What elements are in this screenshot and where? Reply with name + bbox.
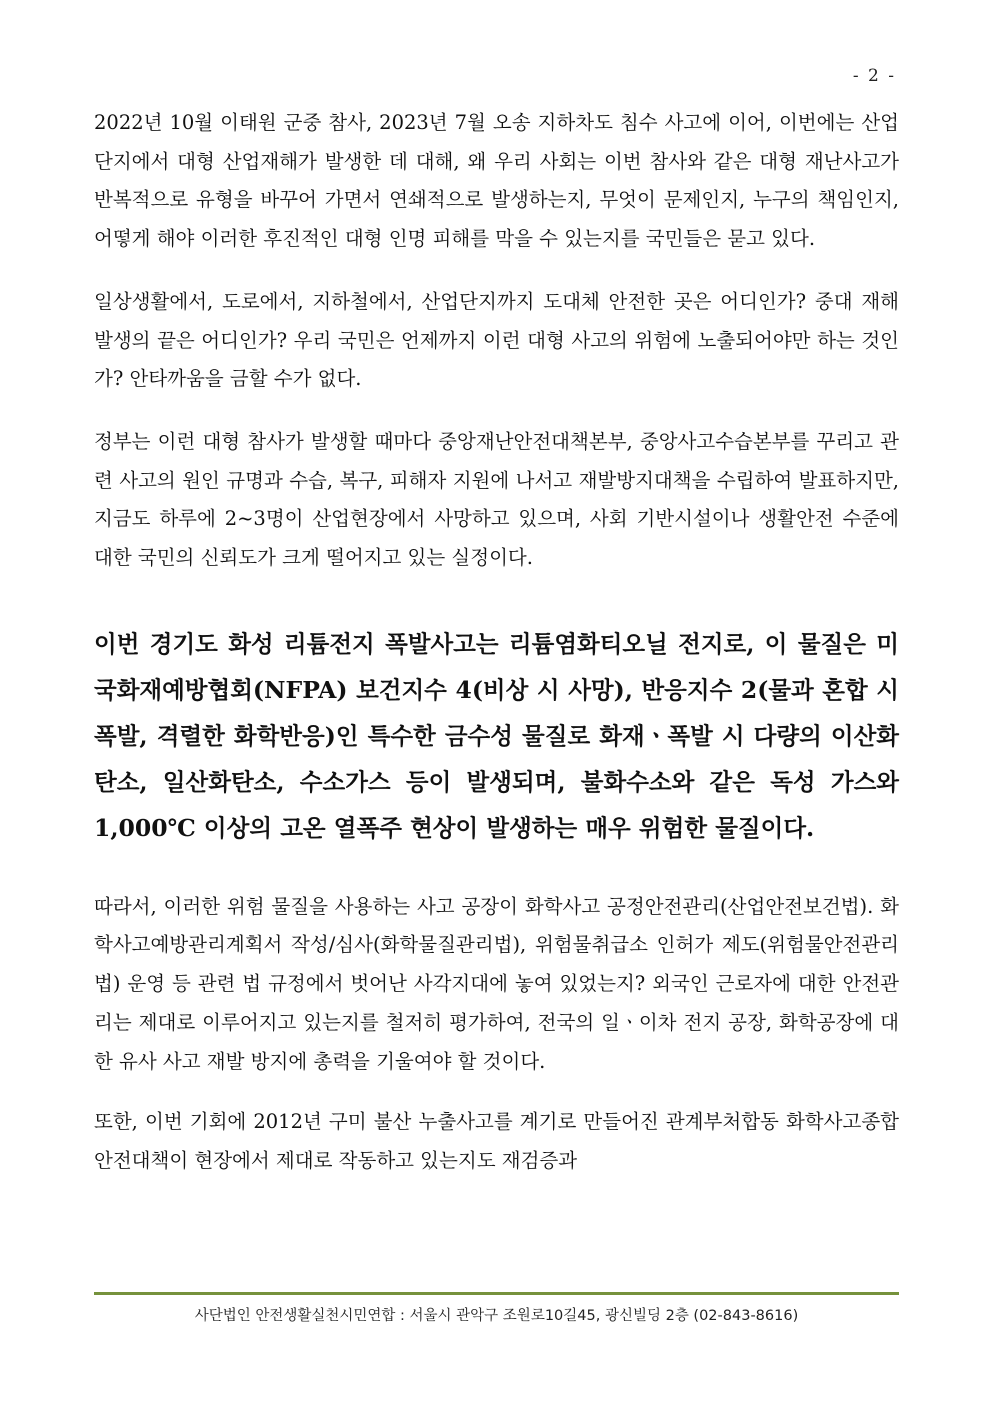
page-number: - 2 - [852, 66, 896, 86]
paragraph-recurring-disasters: 2022년 10월 이태원 군중 참사, 2023년 7월 오송 지하차도 침수 사고에 이어, 이번에는 산업단지에서 대형 산업재해가 발생한 데 대해, 왜 우리 사회는 이번 참사와 같은 대형 재난사고가 반복적으로 유형을 바꾸어 가면서 연쇄적으로 발생하는지, 무엇이 문제인지, 누구의 책임인지, 어떻게 해야 이러한 후진적인 대형 인명 피해를 막을 수 있는지를 국민들은 묻고 있다. [94, 111, 899, 251]
paragraph-safety-management: 따라서, 이러한 위험 물질을 사용하는 사고 공장이 화학사고 공정안전관리(산업안전보건법). 화학사고예방관리계획서 작성/심사(화학물질관리법), 위험물취급소 인허가 제도(위험물안전관리법) 운영 등 관련 법 규정에서 벗어난 사각지대에 놓여 있었는지? 외국인 근로자에 대한 안전관리는 제대로 이루어지고 있는지를 철저히 평가하여, 전국의 일ㆍ이차 전지 공장, 화학공장에 대한 유사 사고 재발 방지에 총력을 기울여야 할 것이다. [94, 894, 899, 1073]
paragraph-reverification: 또한, 이번 기회에 2012년 구미 불산 누출사고를 계기로 만들어진 관계부처합동 화학사고종합안전대책이 현장에서 제대로 작동하고 있는지도 재검증과 [94, 1110, 899, 1172]
paragraph-government-response: 정부는 이런 대형 참사가 발생할 때마다 중앙재난안전대책본부, 중앙사고수습본부를 꾸리고 관련 사고의 원인 규명과 수습, 복구, 피해자 지원에 나서고 재발방지대책을 수립하여 발표하지만, 지금도 하루에 2~3명이 산업현장에서 사망하고 있으며, 사회 기반시설이나 생활안전 수준에 대한 국민의 신뢰도가 크게 떨어지고 있는 실정이다. [94, 429, 899, 570]
paragraph-where-is-safe: 일상생활에서, 도로에서, 지하철에서, 산업단지까지 도대체 안전한 곳은 어디인가? 중대 재해 발생의 끝은 어디인가? 우리 국민은 언제까지 이런 대형 사고의 위험에 노출되어야만 하는 것인가? 안타까움을 금할 수가 없다. [94, 289, 899, 391]
document-body [94, 104, 899, 1181]
footer-address: 사단법인 안전생활실천시민연합 : 서울시 관악구 조원로10길45, 광신빌딩 2층 (02-843-8616) [194, 1308, 799, 1324]
paragraph-lithium-battery-hazard: 이번 경기도 화성 리튬전지 폭발사고는 리튬염화티오닐 전지로, 이 물질은 미국화재예방협회(NFPA) 보건지수 4(비상 시 사망), 반응지수 2(물과 혼합 시 폭발, 격렬한 화학반응)인 특수한 금수성 물질로 화재ㆍ폭발 시 다량의 이산화탄소, 일산화탄소, 수소가스 등이 발생되며, 불화수소와 같은 독성 가스와 1,000℃ 이상의 고온 열폭주 현상이 발생하는 매우 위험한 물질이다. [94, 629, 899, 842]
footer-divider [94, 1292, 899, 1295]
